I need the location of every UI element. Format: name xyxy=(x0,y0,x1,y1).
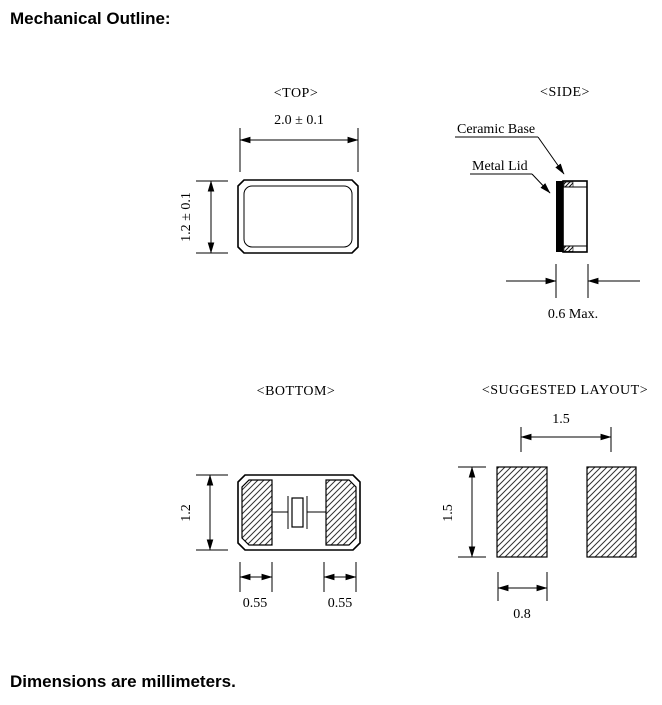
side-seal-hatch-top xyxy=(564,182,573,187)
bottom-view-label: <BOTTOM> xyxy=(256,384,336,399)
layout-pad-width-dim-text: 0.8 xyxy=(513,607,531,622)
side-view-label: <SIDE> xyxy=(540,85,590,100)
top-height-dim-text: 1.2 ± 0.1 xyxy=(179,192,194,242)
ceramic-base-leader-arrow xyxy=(538,137,564,174)
page-title: Mechanical Outline: xyxy=(10,9,171,28)
metal-lid-callout-text: Metal Lid xyxy=(472,159,528,174)
top-package-lid-outline xyxy=(244,186,352,247)
side-thickness-dim-text: 0.6 Max. xyxy=(547,307,599,322)
layout-pad-left xyxy=(497,467,547,557)
bottom-padR-dim-text: 0.55 xyxy=(327,596,353,611)
layout-pitch-dim-text: 1.5 xyxy=(552,412,570,427)
side-ceramic-base xyxy=(563,181,587,252)
top-package-outline xyxy=(238,180,358,253)
top-width-dim-text: 2.0 ± 0.1 xyxy=(274,113,324,128)
bottom-pad-left xyxy=(242,480,272,545)
top-view xyxy=(179,86,358,253)
suggested-layout-view xyxy=(441,383,648,622)
ceramic-base-callout-text: Ceramic Base xyxy=(457,122,536,137)
side-view xyxy=(455,85,640,322)
bottom-pad-right xyxy=(326,480,356,545)
layout-pad-height-dim-text: 1.5 xyxy=(441,504,456,522)
bottom-padL-dim-text: 0.55 xyxy=(242,596,268,611)
bottom-height-dim-text: 1.2 xyxy=(179,504,194,522)
top-view-label: <TOP> xyxy=(273,86,319,101)
side-seal-hatch-bottom xyxy=(564,246,573,252)
crystal-element xyxy=(292,498,303,527)
footer-note: Dimensions are millimeters. xyxy=(10,672,236,691)
bottom-view xyxy=(179,384,360,611)
layout-pad-right xyxy=(587,467,636,557)
suggested-layout-label: <SUGGESTED LAYOUT> xyxy=(481,383,649,398)
side-metal-lid xyxy=(556,181,563,252)
metal-lid-leader-arrow xyxy=(532,174,550,193)
